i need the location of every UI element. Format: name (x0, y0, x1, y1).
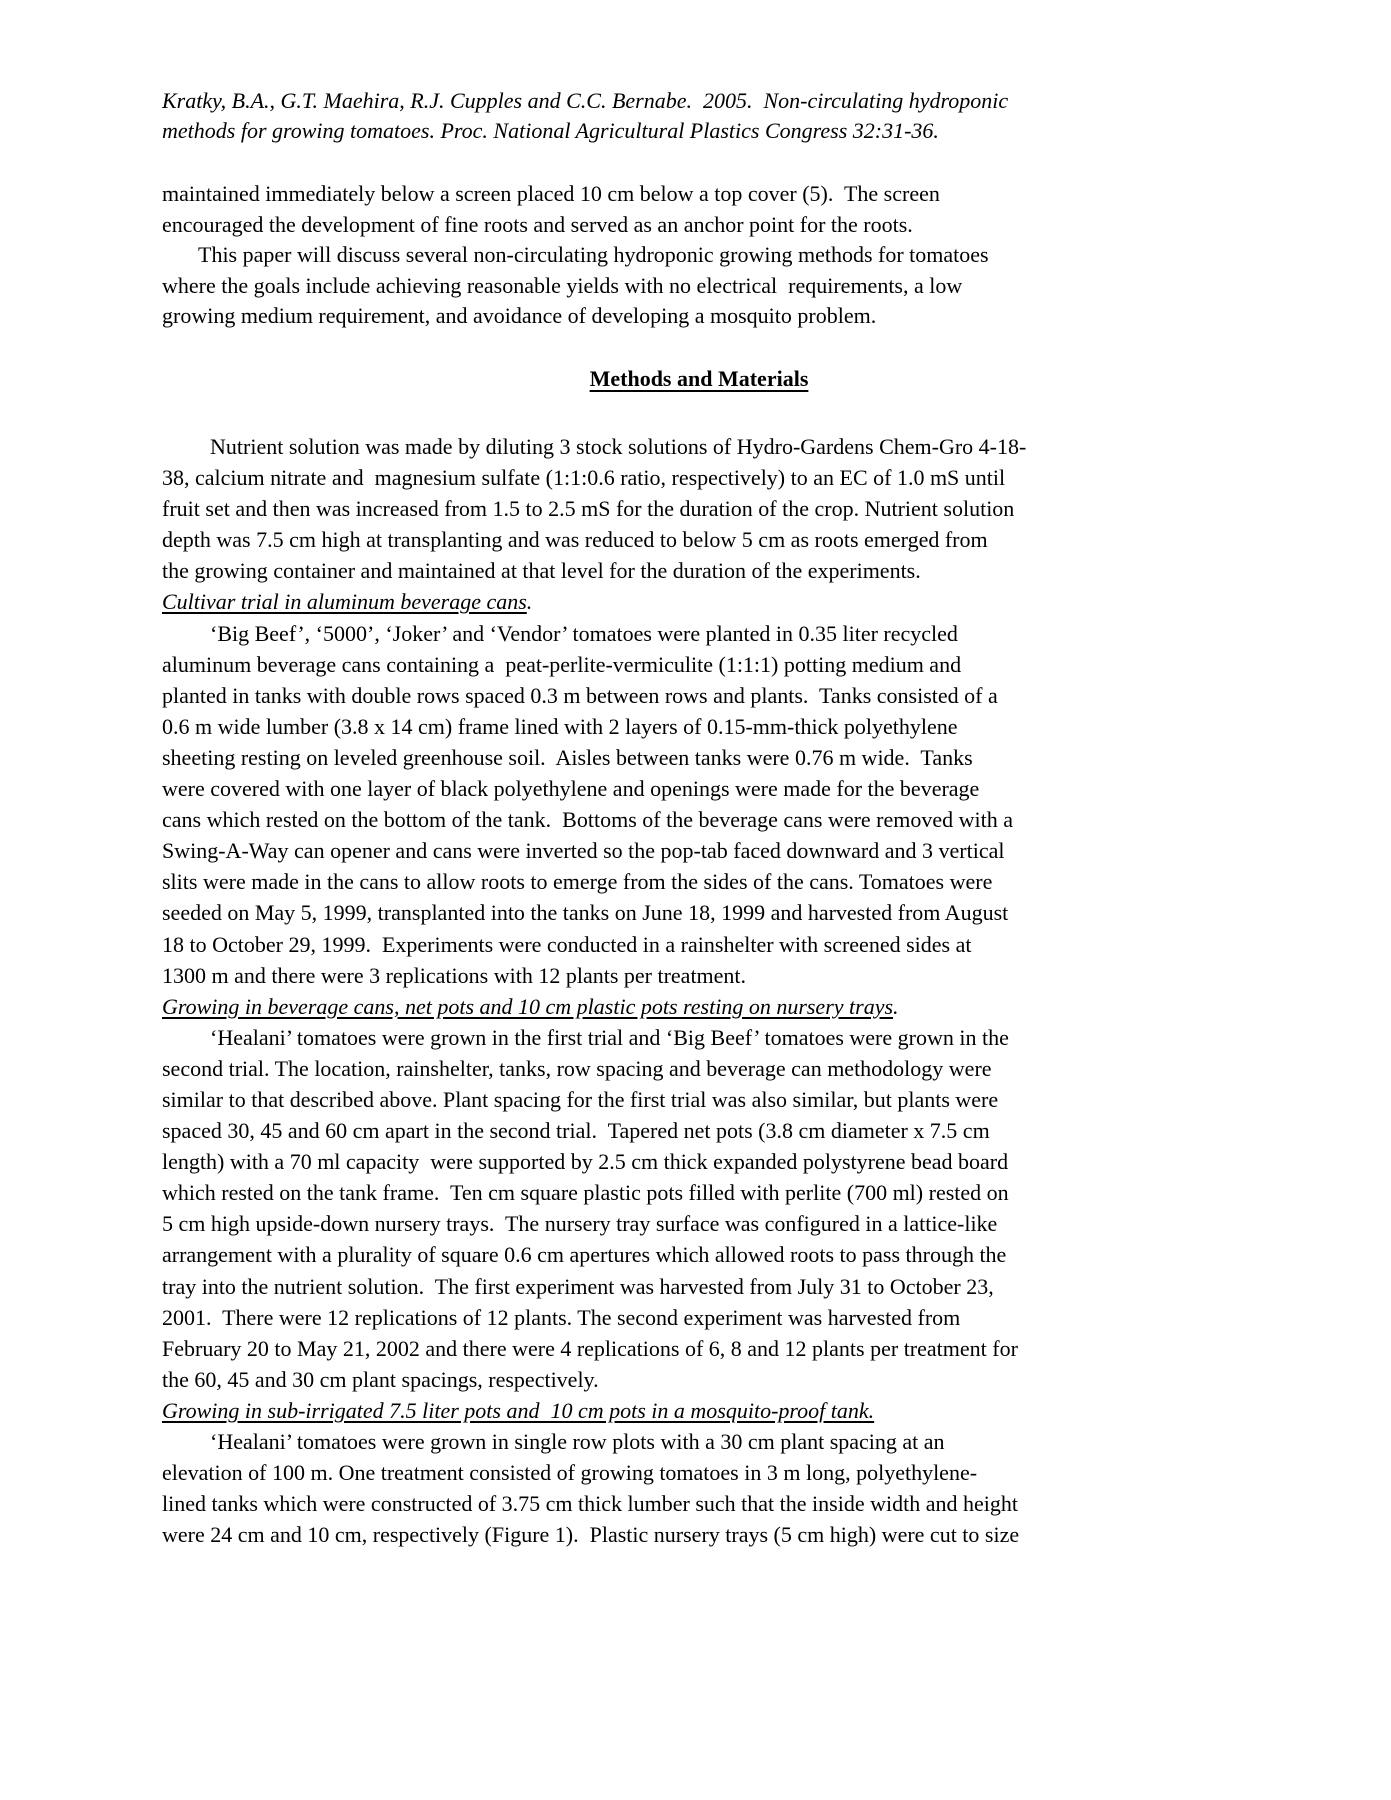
text-line: encouraged the development of fine roots and served as an anchor point for the roots. (162, 211, 913, 237)
text-line: were 24 cm and 10 cm, respectively (Figure 1). Plastic nursery trays (5 cm high) were cut to size (162, 1522, 1020, 1548)
text-line: 5 cm high upside-down nursery trays. The nursery tray surface was configured in a lattice-like (162, 1211, 998, 1237)
text-line: tray into the nutrient solution. The first experiment was harvested from July 31 to October 23, (162, 1273, 994, 1299)
text-line: slits were made in the cans to allow roots to emerge from the sides of the cans. Tomatoes were (162, 869, 993, 895)
text-line: seeded on May 5, 1999, transplanted into the tanks on June 18, 1999 and harvested from August (162, 900, 1009, 926)
text-line: similar to that described above. Plant spacing for the first trial was also similar, but plants were (162, 1086, 999, 1112)
section-heading (162, 364, 1236, 394)
text-line: February 20 to May 21, 2002 and there were 4 replications of 6, 8 and 12 plants per treatment for (162, 1335, 1018, 1361)
citation-line: Kratky, B.A., G.T. Maehira, R.J. Cupples and C.C. Bernabe. 2005. Non-circulating hydroponic (162, 88, 1009, 113)
subsection-title (162, 991, 1026, 1022)
text-line: Swing-A-Way can opener and cans were inverted so the pop-tab faced downward and 3 vertical (162, 838, 1005, 864)
methods-body (162, 431, 1026, 1550)
text-line: ‘Healani’ tomatoes were grown in the first trial and ‘Big Beef’ tomatoes were grown in the (210, 1024, 1009, 1050)
text-line: where the goals include achieving reasonable yields with no electrical requirements, a low (162, 272, 963, 298)
text-line: fruit set and then was increased from 1.5 to 2.5 mS for the duration of the crop. Nutrient solution (162, 496, 1015, 522)
text-line: This paper will discuss several non-circulating hydroponic growing methods for tomatoes (198, 242, 989, 268)
text-line: sheeting resting on leveled greenhouse soil. Aisles between tanks were 0.76 m wide. Tanks (162, 744, 973, 770)
subsection-title-text: Cultivar trial in aluminum beverage cans (162, 589, 527, 615)
text-line: 2001. There were 12 replications of 12 plants. The second experiment was harvested from (162, 1304, 961, 1330)
text-line: cans which rested on the bottom of the tank. Bottoms of the beverage cans were removed with a (162, 807, 1014, 833)
text-line: second trial. The location, rainshelter, tanks, row spacing and beverage can methodology were (162, 1055, 992, 1081)
citation-line: methods for growing tomatoes. Proc. National Agricultural Plastics Congress 32:31-36. (162, 118, 939, 143)
text-line: arrangement with a plurality of square 0.6 cm apertures which allowed roots to pass through the (162, 1242, 1007, 1268)
text-line: spaced 30, 45 and 60 cm apart in the second trial. Tapered net pots (3.8 cm diameter x 7.5 cm (162, 1118, 990, 1144)
text-line: the growing container and maintained at that level for the duration of the experiments. (162, 558, 921, 584)
text-line: aluminum beverage cans containing a peat-perlite-vermiculite (1:1:1) potting medium and (162, 651, 962, 677)
text-line: 1300 m and there were 3 replications with 12 plants per treatment. (162, 962, 747, 988)
citation-header (162, 86, 1008, 146)
section-heading-text: Methods and Materials (589, 366, 809, 391)
text-line: which rested on the tank frame. Ten cm square plastic pots filled with perlite (700 ml) rested on (162, 1180, 1009, 1206)
text-line: maintained immediately below a screen placed 10 cm below a top cover (5). The screen (162, 181, 940, 206)
subsection-title-trailing: . (893, 993, 899, 1019)
text-line: ‘Healani’ tomatoes were grown in single row plots with a 30 cm plant spacing at an (210, 1429, 945, 1454)
text-line: the 60, 45 and 30 cm plant spacings, respectively. (162, 1366, 599, 1392)
text-line: were covered with one layer of black polyethylene and openings were made for the beverage (162, 776, 980, 802)
text-line: Nutrient solution was made by diluting 3 stock solutions of Hydro-Gardens Chem-Gro 4-18- (210, 434, 1027, 459)
subsection-title-text: Growing in beverage cans, net pots and 10 cm plastic pots resting on nursery trays (162, 993, 894, 1019)
text-line: depth was 7.5 cm high at transplanting and was reduced to below 5 cm as roots emerged from (162, 527, 988, 553)
text-line: 18 to October 29, 1999. Experiments were conducted in a rainshelter with screened sides at (162, 931, 972, 957)
text-line: length) with a 70 ml capacity were supported by 2.5 cm thick expanded polystyrene bead board (162, 1149, 1009, 1175)
text-line: 38, calcium nitrate and magnesium sulfate (1:1:0.6 ratio, respectively) to an EC of 1.0 mS until (162, 465, 1006, 491)
text-line: elevation of 100 m. One treatment consisted of growing tomatoes in 3 m long, polyethylene- (162, 1460, 978, 1486)
subsection-title (162, 586, 1026, 617)
subsection-title-text: Growing in sub-irrigated 7.5 liter pots and 10 cm pots in a mosquito-proof tank. (162, 1397, 875, 1423)
intro-paragraphs (162, 179, 989, 332)
text-line: 0.6 m wide lumber (3.8 x 14 cm) frame lined with 2 layers of 0.15-mm-thick polyethylene (162, 713, 958, 739)
text-line: planted in tanks with double rows spaced 0.3 m between rows and plants. Tanks consisted of a (162, 682, 998, 708)
subsection-title-trailing: . (526, 589, 533, 615)
subsection-title (162, 1395, 1026, 1426)
text-line: lined tanks which were constructed of 3.75 cm thick lumber such that the inside width and height (162, 1491, 1018, 1517)
text-line: growing medium requirement, and avoidance of developing a mosquito problem. (162, 303, 877, 329)
text-line: ‘Big Beef’, ‘5000’, ‘Joker’ and ‘Vendor’ tomatoes were planted in 0.35 liter recycled (210, 620, 958, 646)
